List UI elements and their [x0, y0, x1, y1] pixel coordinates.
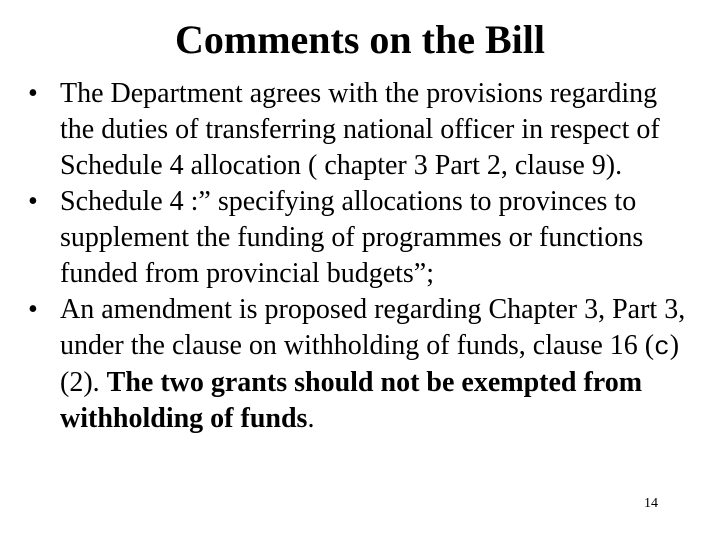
bullet-text-part-a: An amendment is proposed regarding Chapter 3, Part 3, under the clause on withholding of funds, clause 16 ( — [60, 294, 686, 361]
page-number: 14 — [644, 496, 658, 511]
bullet-text-bold: The two grants should not be exempted from withholding of funds — [60, 367, 643, 434]
bullet-list — [28, 76, 688, 437]
bullet-text: The Department agrees with the provisions regarding the duties of transferring national officer in respect of Schedule 4 allocation ( chapter 3 Part 2, clause 9). — [60, 78, 660, 181]
bullet-text-end: . — [307, 403, 315, 434]
bullet-item-1 — [28, 76, 688, 184]
bullet-text: Schedule 4 :” specifying allocations to provinces to supplement the funding of programmes or functions funded from provincial budgets”; — [60, 186, 644, 289]
bullet-marker: • — [28, 294, 38, 325]
bullet-text-part-b: ) (2). — [60, 330, 680, 398]
bullet-text-code: c — [654, 332, 670, 362]
bullet-marker: • — [28, 78, 38, 109]
bullet-marker: • — [28, 186, 38, 217]
bullet-item-3 — [28, 292, 688, 437]
slide-title: Comments on the Bill — [175, 17, 545, 62]
bullet-item-2 — [28, 184, 688, 292]
